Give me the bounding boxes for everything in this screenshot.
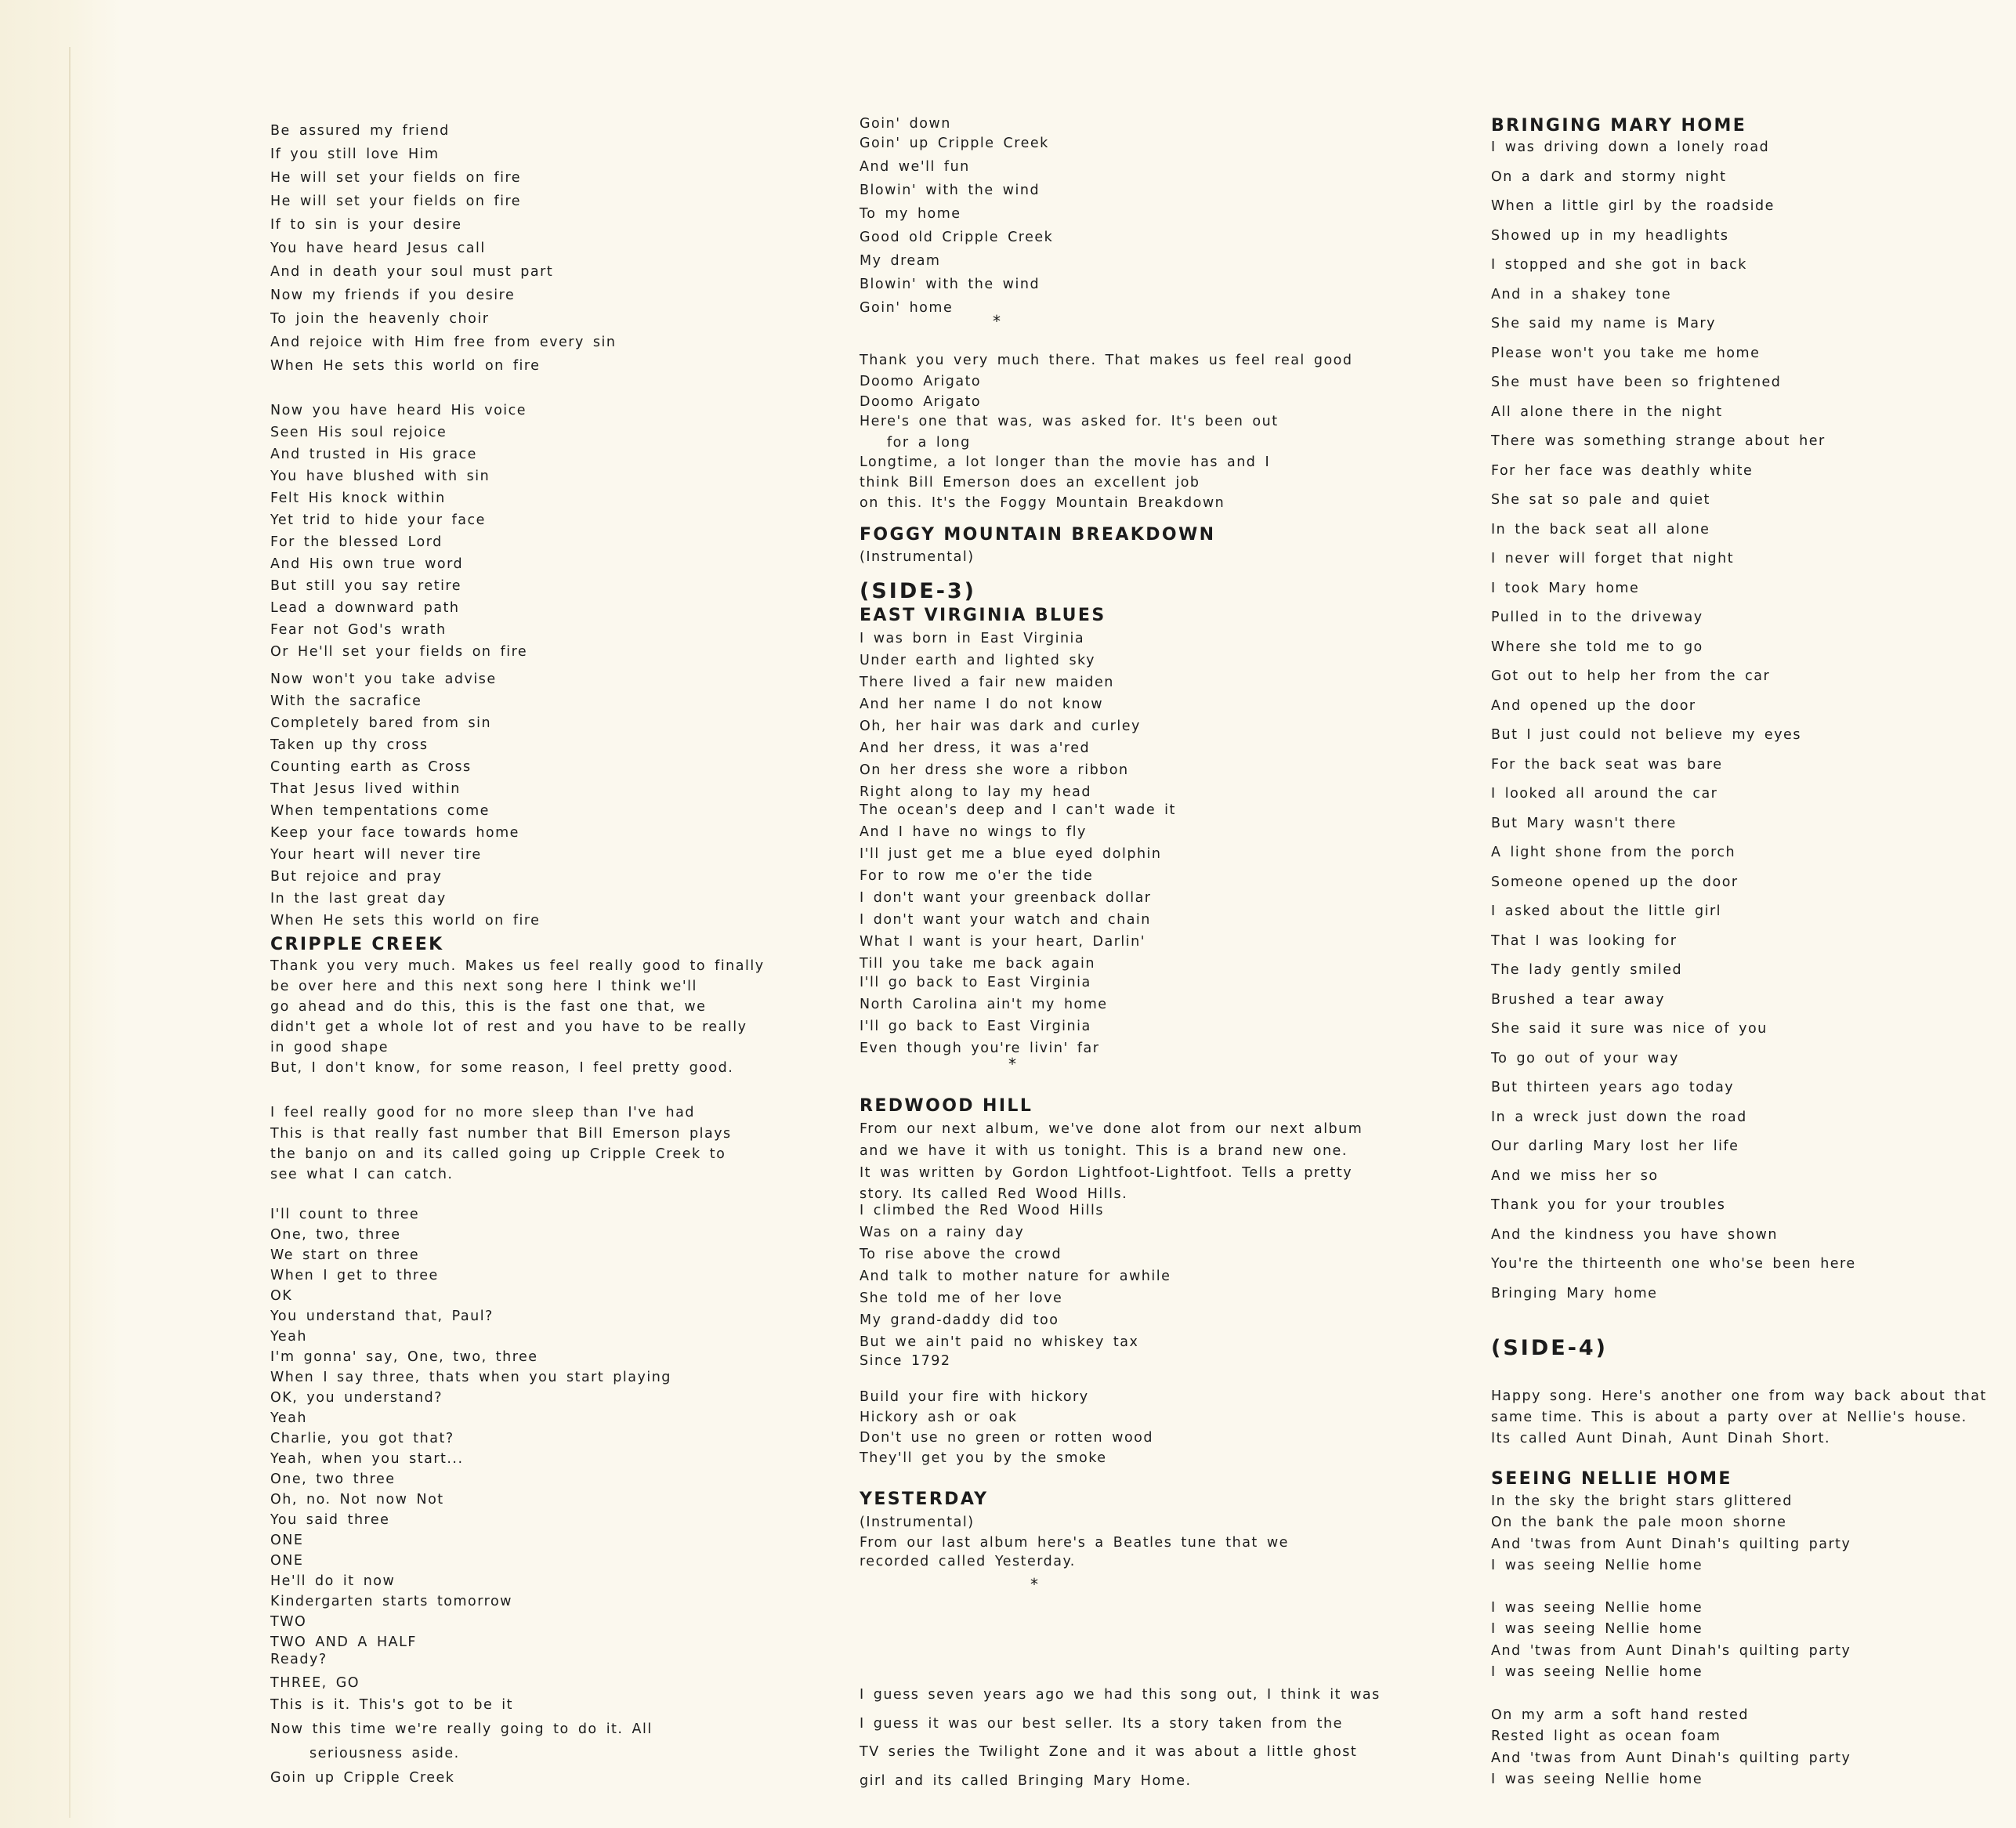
lyric-line: Counting earth as Cross	[270, 759, 472, 775]
lyric-line: On a dark and stormy night	[1491, 169, 1727, 185]
text-line: for a long	[887, 435, 971, 451]
lyric-line: And I have no wings to fly	[860, 824, 1087, 840]
lyric-line: Felt His knock within	[270, 490, 446, 506]
lyric-line: To my home	[860, 206, 961, 222]
lyric-line: I was seeing Nellie home	[1491, 1558, 1703, 1573]
text-line: One, two three	[270, 1471, 396, 1487]
lyric-line: You have blushed with sin	[270, 469, 490, 484]
side-heading: (SIDE-3)	[860, 579, 977, 603]
lyric-line: Build your fire with hickory	[860, 1389, 1089, 1405]
lyric-line: And in a shakey tone	[1491, 287, 1672, 302]
lyric-line: I was seeing Nellie home	[1491, 1621, 1703, 1637]
text-line: I feel really good for no more sleep than I've had	[270, 1105, 695, 1120]
text-line: I'll count to three	[270, 1207, 420, 1222]
lyric-line: In the sky the bright stars glittered	[1491, 1493, 1793, 1509]
lyric-line: Thank you for your troubles	[1491, 1197, 1726, 1213]
lyric-line: And 'twas from Aunt Dinah's quilting party	[1491, 1537, 1851, 1552]
lyric-line: For the back seat was bare	[1491, 757, 1723, 773]
lyric-line: Or He'll set your fields on fire	[270, 644, 528, 660]
song-title: BRINGING MARY HOME	[1491, 116, 1747, 136]
text-line: From our last album here's a Beatles tune that we	[860, 1535, 1289, 1551]
lyric-line: I don't want your greenback dollar	[860, 890, 1152, 906]
lyric-line: Showed up in my headlights	[1491, 228, 1729, 244]
lyric-line: Till you take me back again	[860, 956, 1095, 972]
text-line: I'm gonna' say, One, two, three	[270, 1349, 538, 1365]
lyric-line: Be assured my friend	[270, 123, 450, 139]
lyric-line: Blowin' with the wind	[860, 183, 1041, 198]
text-line: One, two, three	[270, 1227, 401, 1243]
text-line: OK, you understand?	[270, 1390, 443, 1406]
lyric-line: But we ain't paid no whiskey tax	[860, 1334, 1139, 1350]
lyric-line: Rested light as ocean foam	[1491, 1728, 1721, 1744]
text-line: Charlie, you got that?	[270, 1431, 454, 1446]
text-line: You understand that, Paul?	[270, 1309, 494, 1324]
lyric-line: On her dress she wore a ribbon	[860, 762, 1129, 778]
text-line: When I say three, thats when you start playing	[270, 1370, 671, 1385]
text-line: on this. It's the Foggy Mountain Breakdown	[860, 495, 1225, 511]
song-title: SEEING NELLIE HOME	[1491, 1469, 1732, 1489]
text-line: OK	[270, 1288, 293, 1304]
text-line: THREE, GO	[270, 1675, 360, 1691]
text-line: TWO AND A HALF	[270, 1634, 417, 1650]
lyric-line: What I want is your heart, Darlin'	[860, 934, 1146, 950]
lyric-line: To go out of your way	[1491, 1051, 1679, 1066]
lyric-line: Keep your face towards home	[270, 825, 519, 841]
text-line: go ahead and do this, this is the fast one that, we	[270, 999, 707, 1015]
lyric-line: When He sets this world on fire	[270, 358, 541, 374]
lyric-line: Where she told me to go	[1491, 639, 1703, 655]
text-line: ONE	[270, 1553, 304, 1569]
lyric-line: Now my friends if you desire	[270, 288, 516, 303]
text-line: think Bill Emerson does an excellent job	[860, 475, 1200, 490]
lyric-line: They'll get you by the smoke	[860, 1450, 1107, 1466]
page-fold-line	[69, 47, 71, 1818]
lyric-line: She must have been so frightened	[1491, 375, 1782, 390]
lyric-line: She said my name is Mary	[1491, 316, 1716, 331]
text-line: story. Its called Red Wood Hills.	[860, 1186, 1128, 1202]
lyric-line: That I was looking for	[1491, 933, 1678, 949]
separator-asterisk: *	[1008, 1055, 1016, 1073]
lyric-line: Now won't you take advise	[270, 671, 497, 687]
lyric-line: And in death your soul must part	[270, 264, 554, 280]
lyric-line: Taken up thy cross	[270, 737, 429, 753]
text-line: the banjo on and its called going up Cripple Creek to	[270, 1146, 726, 1162]
song-subtitle: (Instrumental)	[860, 1515, 975, 1530]
lyric-line: But rejoice and pray	[270, 869, 443, 885]
text-line: Its called Aunt Dinah, Aunt Dinah Short.	[1491, 1431, 1831, 1446]
text-line: Doomo Arigato	[860, 394, 982, 410]
lyric-line: Pulled in to the driveway	[1491, 610, 1703, 625]
lyric-line: To join the heavenly choir	[270, 311, 490, 327]
lyric-line: I was born in East Virginia	[860, 631, 1085, 646]
lyric-line: For her face was deathly white	[1491, 463, 1754, 479]
lyric-line: The ocean's deep and I can't wade it	[860, 802, 1176, 818]
lyric-line: Blowin' with the wind	[860, 277, 1041, 292]
lyric-line: But thirteen years ago today	[1491, 1080, 1735, 1095]
lyric-line: That Jesus lived within	[270, 781, 461, 797]
text-line: girl and its called Bringing Mary Home.	[860, 1773, 1192, 1789]
text-line: Yeah	[270, 1410, 307, 1426]
lyric-line: And trusted in His grace	[270, 447, 477, 462]
text-line: I guess seven years ago we had this song out, I think it was	[860, 1687, 1381, 1703]
text-line: Oh, no. Not now Not	[270, 1492, 444, 1508]
lyric-line: Fear not God's wrath	[270, 622, 447, 638]
lyric-line: Lead a downward path	[270, 600, 460, 616]
text-line: Thank you very much. Makes us feel really good to finally	[270, 958, 765, 974]
lyric-line: You have heard Jesus call	[270, 241, 486, 256]
lyric-line: Don't use no green or rotten wood	[860, 1430, 1153, 1446]
lyric-line: Was on a rainy day	[860, 1225, 1025, 1240]
text-line: Here's one that was, was asked for. It's been out	[860, 414, 1279, 429]
song-title: EAST VIRGINIA BLUES	[860, 606, 1106, 625]
text-line: TV series the Twilight Zone and it was about a little ghost	[860, 1744, 1358, 1760]
lyric-line: And 'twas from Aunt Dinah's quilting party	[1491, 1643, 1851, 1659]
lyric-line: Your heart will never tire	[270, 847, 482, 863]
lyric-line: And 'twas from Aunt Dinah's quilting party	[1491, 1750, 1851, 1766]
lyric-line: But I just could not believe my eyes	[1491, 727, 1801, 743]
lyric-line: I don't want your watch and chain	[860, 912, 1151, 928]
song-title: REDWOOD HILL	[860, 1096, 1033, 1116]
text-line: Longtime, a lot longer than the movie has and I	[860, 454, 1271, 470]
lyric-line: I never will forget that night	[1491, 551, 1735, 566]
lyric-line: Even though you're livin' far	[860, 1041, 1100, 1056]
lyric-line: Our darling Mary lost her life	[1491, 1138, 1739, 1154]
lyric-line: All alone there in the night	[1491, 404, 1723, 420]
separator-asterisk: *	[1030, 1575, 1038, 1594]
lyric-line: And we'll fun	[860, 159, 970, 175]
text-line: Ready?	[270, 1652, 328, 1667]
song-title: FOGGY MOUNTAIN BREAKDOWN	[860, 525, 1216, 545]
lyric-line: But Mary wasn't there	[1491, 816, 1677, 831]
lyric-line: Bringing Mary home	[1491, 1286, 1658, 1301]
lyric-line: To rise above the crowd	[860, 1247, 1062, 1262]
text-line: I guess it was our best seller. Its a story taken from the	[860, 1716, 1343, 1732]
text-line: He'll do it now	[270, 1573, 396, 1589]
lyric-line: On my arm a soft hand rested	[1491, 1707, 1750, 1723]
lyric-line: Completely bared from sin	[270, 715, 492, 731]
song-subtitle: (Instrumental)	[860, 549, 975, 565]
text-line: You said three	[270, 1512, 390, 1528]
lyric-line: I asked about the little girl	[1491, 903, 1722, 919]
text-line: Now this time we're really going to do it. All	[270, 1721, 653, 1737]
text-line: TWO	[270, 1614, 307, 1630]
lyric-line: In a wreck just down the road	[1491, 1109, 1747, 1125]
lyric-line: I'll go back to East Virginia	[860, 1019, 1091, 1034]
lyric-line: If to sin is your desire	[270, 217, 462, 233]
text-line: recorded called Yesterday.	[860, 1554, 1076, 1569]
lyric-line: If you still love Him	[270, 147, 440, 162]
lyric-line: On the bank the pale moon shorne	[1491, 1515, 1787, 1530]
lyric-line: When He sets this world on fire	[270, 913, 541, 928]
lyric-line: There lived a fair new maiden	[860, 675, 1114, 690]
lyric-line: For the blessed Lord	[270, 534, 443, 550]
lyric-line: Hickory ash or oak	[860, 1410, 1018, 1425]
lyric-line: Please won't you take me home	[1491, 346, 1761, 361]
lyric-line: I'll just get me a blue eyed dolphin	[860, 846, 1162, 862]
lyric-line: Goin' up Cripple Creek	[860, 136, 1049, 151]
lyric-line: You're the thirteenth one who'se been here	[1491, 1256, 1856, 1272]
lyric-line: I was seeing Nellie home	[1491, 1600, 1703, 1616]
lyric-line: And her dress, it was a'red	[860, 740, 1091, 756]
lyric-line: Goin' down	[860, 116, 951, 132]
text-line: and we have it with us tonight. This is a brand new one.	[860, 1143, 1348, 1159]
lyric-line: And talk to mother nature for awhile	[860, 1269, 1171, 1284]
text-line: Kindergarten starts tomorrow	[270, 1594, 512, 1609]
lyric-line: He will set your fields on fire	[270, 194, 522, 209]
text-line: This is that really fast number that Bill Emerson plays	[270, 1126, 732, 1142]
text-line: From our next album, we've done alot from our next album	[860, 1121, 1363, 1137]
text-line: Yeah, when you start...	[270, 1451, 464, 1467]
lyric-line: I stopped and she got in back	[1491, 257, 1747, 273]
text-line: This is it. This's got to be it	[270, 1697, 513, 1713]
lyric-line: Goin' home	[860, 300, 954, 316]
text-line: But, I don't know, for some reason, I feel pretty good.	[270, 1060, 734, 1076]
side-heading: (SIDE-4)	[1491, 1336, 1609, 1360]
lyric-line: Oh, her hair was dark and curley	[860, 719, 1141, 734]
lyric-line: I'll go back to East Virginia	[860, 975, 1091, 990]
separator-asterisk: *	[993, 312, 1001, 331]
text-line: Thank you very much there. That makes us feel real good	[860, 353, 1353, 368]
page-left-margin	[0, 0, 121, 1828]
text-line: Yeah	[270, 1329, 307, 1345]
lyric-line: For to row me o'er the tide	[860, 868, 1094, 884]
lyric-line: My dream	[860, 253, 941, 269]
lyric-line: North Carolina ain't my home	[860, 997, 1108, 1012]
lyric-line: Someone opened up the door	[1491, 874, 1739, 890]
lyric-line: But still you say retire	[270, 578, 462, 594]
text-line: When I get to three	[270, 1268, 439, 1283]
lyric-line: And her name I do not know	[860, 697, 1104, 712]
lyric-line: I took Mary home	[1491, 581, 1640, 596]
text-line: Happy song. Here's another one from way back about that	[1491, 1388, 1987, 1404]
lyric-line: She told me of her love	[860, 1290, 1063, 1306]
lyric-line: Right along to lay my head	[860, 784, 1091, 800]
lyric-line: She said it sure was nice of you	[1491, 1021, 1768, 1037]
lyric-line: Yet trid to hide your face	[270, 512, 486, 528]
lyric-line: In the last great day	[270, 891, 447, 907]
lyric-line: A light shone from the porch	[1491, 845, 1736, 860]
text-line: ONE	[270, 1533, 304, 1548]
lyric-line: Under earth and lighted sky	[860, 653, 1095, 668]
text-line: We start on three	[270, 1247, 420, 1263]
lyric-line: The lady gently smiled	[1491, 962, 1683, 978]
text-line: seriousness aside.	[309, 1746, 460, 1761]
text-line: Doomo Arigato	[860, 374, 982, 389]
lyric-line: And the kindness you have shown	[1491, 1227, 1778, 1243]
lyric-line: I was seeing Nellie home	[1491, 1664, 1703, 1680]
text-line: Goin up Cripple Creek	[270, 1770, 455, 1786]
lyric-line: With the sacrafice	[270, 693, 422, 709]
lyric-line: In the back seat all alone	[1491, 522, 1710, 538]
text-line: didn't get a whole lot of rest and you have to be really	[270, 1019, 747, 1035]
lyric-line: Now you have heard His voice	[270, 403, 527, 418]
song-title: YESTERDAY	[860, 1490, 989, 1509]
lyric-line: Good old Cripple Creek	[860, 230, 1054, 245]
lyric-line: I climbed the Red Wood Hills	[860, 1203, 1104, 1218]
lyric-line: Since 1792	[860, 1353, 951, 1369]
text-line: be over here and this next song here I think we'll	[270, 979, 697, 994]
lyric-line: Got out to help her from the car	[1491, 668, 1771, 684]
lyric-line: Seen His soul rejoice	[270, 425, 447, 440]
lyric-line: He will set your fields on fire	[270, 170, 522, 186]
lyric-line: When tempentations come	[270, 803, 490, 819]
lyric-line: I was seeing Nellie home	[1491, 1772, 1703, 1787]
song-title: CRIPPLE CREEK	[270, 935, 444, 954]
lyric-line: I was driving down a lonely road	[1491, 139, 1770, 155]
lyric-line: And rejoice with Him free from every sin	[270, 335, 617, 350]
lyric-line: My grand-daddy did too	[860, 1312, 1059, 1328]
lyric-line: And opened up the door	[1491, 698, 1696, 714]
text-line: same time. This is about a party over at Nellie's house.	[1491, 1410, 1967, 1425]
text-line: It was written by Gordon Lightfoot-Lightfoot. Tells a pretty	[860, 1165, 1353, 1181]
lyric-line: Brushed a tear away	[1491, 992, 1665, 1008]
text-line: in good shape	[270, 1040, 389, 1055]
lyric-line: When a little girl by the roadside	[1491, 198, 1775, 214]
lyric-line: There was something strange about her	[1491, 433, 1826, 449]
lyric-line: And His own true word	[270, 556, 464, 572]
lyric-line: And we miss her so	[1491, 1168, 1659, 1184]
text-line: see what I can catch.	[270, 1167, 454, 1182]
lyric-line: She sat so pale and quiet	[1491, 492, 1710, 508]
lyric-line: I looked all around the car	[1491, 786, 1718, 802]
